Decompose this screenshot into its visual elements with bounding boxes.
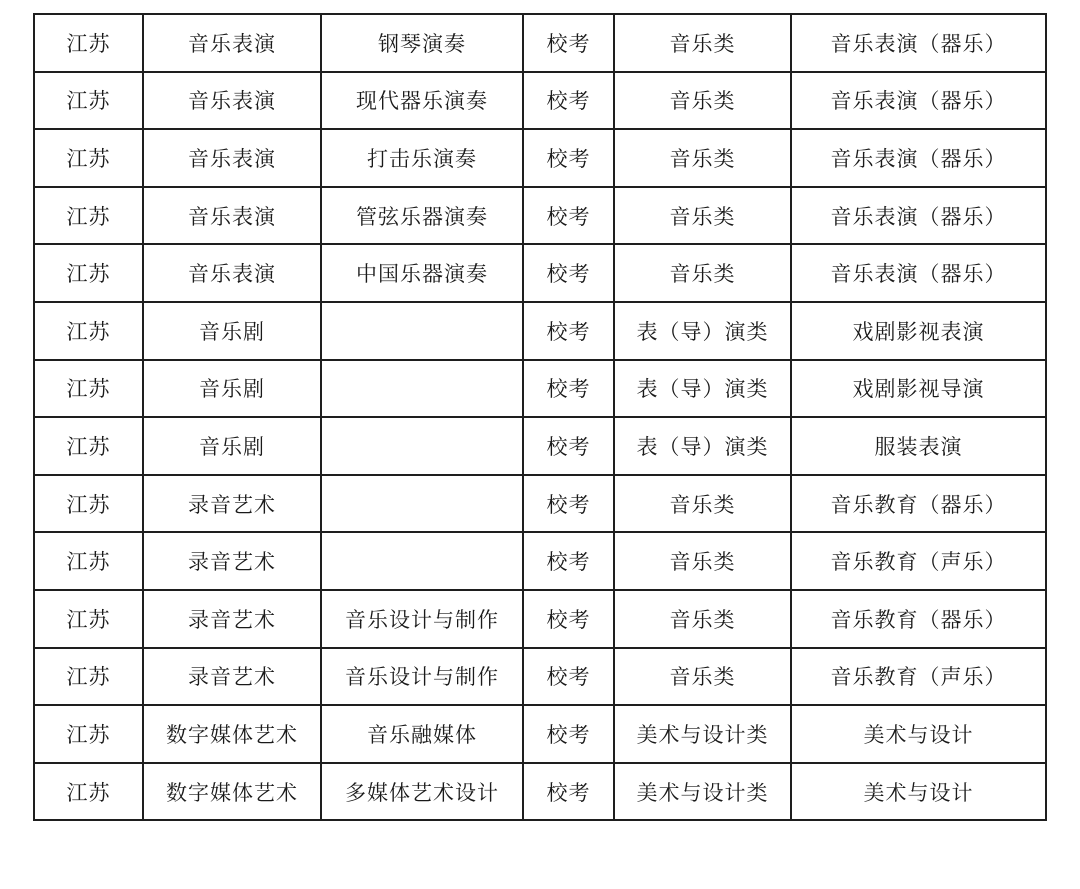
provincial-category-cell: 音乐教育（声乐） xyxy=(791,532,1046,590)
provincial-category-cell: 音乐表演（器乐） xyxy=(791,244,1046,302)
table-row xyxy=(34,72,1046,130)
table-row xyxy=(34,360,1046,418)
exam-type-cell: 校考 xyxy=(523,648,614,706)
provincial-category-cell: 美术与设计 xyxy=(791,763,1046,821)
direction-cell xyxy=(321,360,523,418)
province-cell: 江苏 xyxy=(34,187,143,245)
table-row xyxy=(34,187,1046,245)
exam-category-cell: 音乐类 xyxy=(614,14,791,72)
province-cell: 江苏 xyxy=(34,763,143,821)
table-row xyxy=(34,648,1046,706)
province-cell: 江苏 xyxy=(34,244,143,302)
exam-type-cell: 校考 xyxy=(523,187,614,245)
provincial-category-cell: 音乐教育（声乐） xyxy=(791,648,1046,706)
exam-category-cell: 音乐类 xyxy=(614,244,791,302)
exam-category-cell: 音乐类 xyxy=(614,590,791,648)
exam-type-cell: 校考 xyxy=(523,14,614,72)
provincial-category-cell: 音乐教育（器乐） xyxy=(791,475,1046,533)
direction-cell: 现代器乐演奏 xyxy=(321,72,523,130)
direction-cell: 音乐设计与制作 xyxy=(321,590,523,648)
major-cell: 录音艺术 xyxy=(143,590,321,648)
exam-category-cell: 美术与设计类 xyxy=(614,705,791,763)
exam-category-cell: 音乐类 xyxy=(614,475,791,533)
province-cell: 江苏 xyxy=(34,129,143,187)
provincial-category-cell: 音乐表演（器乐） xyxy=(791,14,1046,72)
direction-cell: 打击乐演奏 xyxy=(321,129,523,187)
exam-category-cell: 表（导）演类 xyxy=(614,302,791,360)
table-row xyxy=(34,590,1046,648)
exam-category-cell: 音乐类 xyxy=(614,532,791,590)
exam-category-cell: 表（导）演类 xyxy=(614,417,791,475)
exam-type-cell: 校考 xyxy=(523,763,614,821)
table-row xyxy=(34,302,1046,360)
province-cell: 江苏 xyxy=(34,14,143,72)
table-row xyxy=(34,763,1046,821)
major-cell: 音乐剧 xyxy=(143,360,321,418)
exam-type-cell: 校考 xyxy=(523,705,614,763)
direction-cell: 管弦乐器演奏 xyxy=(321,187,523,245)
major-cell: 音乐剧 xyxy=(143,302,321,360)
major-cell: 音乐表演 xyxy=(143,187,321,245)
table-body xyxy=(34,14,1046,820)
province-cell: 江苏 xyxy=(34,302,143,360)
province-cell: 江苏 xyxy=(34,475,143,533)
exam-type-cell: 校考 xyxy=(523,532,614,590)
major-cell: 数字媒体艺术 xyxy=(143,763,321,821)
major-cell: 录音艺术 xyxy=(143,532,321,590)
exam-category-cell: 美术与设计类 xyxy=(614,763,791,821)
provincial-category-cell: 音乐表演（器乐） xyxy=(791,187,1046,245)
table-row xyxy=(34,705,1046,763)
province-cell: 江苏 xyxy=(34,417,143,475)
exam-type-cell: 校考 xyxy=(523,72,614,130)
direction-cell xyxy=(321,532,523,590)
provincial-category-cell: 美术与设计 xyxy=(791,705,1046,763)
direction-cell: 音乐融媒体 xyxy=(321,705,523,763)
direction-cell xyxy=(321,302,523,360)
provincial-category-cell: 音乐表演（器乐） xyxy=(791,129,1046,187)
exam-category-cell: 音乐类 xyxy=(614,129,791,187)
province-cell: 江苏 xyxy=(34,648,143,706)
direction-cell xyxy=(321,475,523,533)
exam-category-cell: 表（导）演类 xyxy=(614,360,791,418)
province-cell: 江苏 xyxy=(34,72,143,130)
provincial-category-cell: 戏剧影视导演 xyxy=(791,360,1046,418)
direction-cell: 中国乐器演奏 xyxy=(321,244,523,302)
exam-type-cell: 校考 xyxy=(523,302,614,360)
provincial-category-cell: 音乐表演（器乐） xyxy=(791,72,1046,130)
major-cell: 数字媒体艺术 xyxy=(143,705,321,763)
exam-type-cell: 校考 xyxy=(523,475,614,533)
exam-category-cell: 音乐类 xyxy=(614,187,791,245)
major-cell: 音乐表演 xyxy=(143,72,321,130)
province-cell: 江苏 xyxy=(34,590,143,648)
exam-type-cell: 校考 xyxy=(523,590,614,648)
table-row xyxy=(34,14,1046,72)
direction-cell xyxy=(321,417,523,475)
exam-type-cell: 校考 xyxy=(523,360,614,418)
major-cell: 音乐表演 xyxy=(143,14,321,72)
direction-cell: 音乐设计与制作 xyxy=(321,648,523,706)
exam-category-cell: 音乐类 xyxy=(614,648,791,706)
document-page xyxy=(33,13,1045,821)
major-cell: 音乐表演 xyxy=(143,129,321,187)
table-row xyxy=(34,417,1046,475)
exam-type-cell: 校考 xyxy=(523,417,614,475)
exam-type-cell: 校考 xyxy=(523,129,614,187)
province-cell: 江苏 xyxy=(34,705,143,763)
major-cell: 音乐表演 xyxy=(143,244,321,302)
major-cell: 录音艺术 xyxy=(143,648,321,706)
direction-cell: 多媒体艺术设计 xyxy=(321,763,523,821)
table-row xyxy=(34,129,1046,187)
major-cell: 音乐剧 xyxy=(143,417,321,475)
provincial-category-cell: 戏剧影视表演 xyxy=(791,302,1046,360)
table-row xyxy=(34,532,1046,590)
table-row xyxy=(34,475,1046,533)
exam-category-cell: 音乐类 xyxy=(614,72,791,130)
major-cell: 录音艺术 xyxy=(143,475,321,533)
province-cell: 江苏 xyxy=(34,532,143,590)
direction-cell: 钢琴演奏 xyxy=(321,14,523,72)
exam-type-cell: 校考 xyxy=(523,244,614,302)
table-row xyxy=(34,244,1046,302)
provincial-category-cell: 音乐教育（器乐） xyxy=(791,590,1046,648)
province-cell: 江苏 xyxy=(34,360,143,418)
provincial-category-cell: 服装表演 xyxy=(791,417,1046,475)
admissions-table xyxy=(33,13,1047,821)
